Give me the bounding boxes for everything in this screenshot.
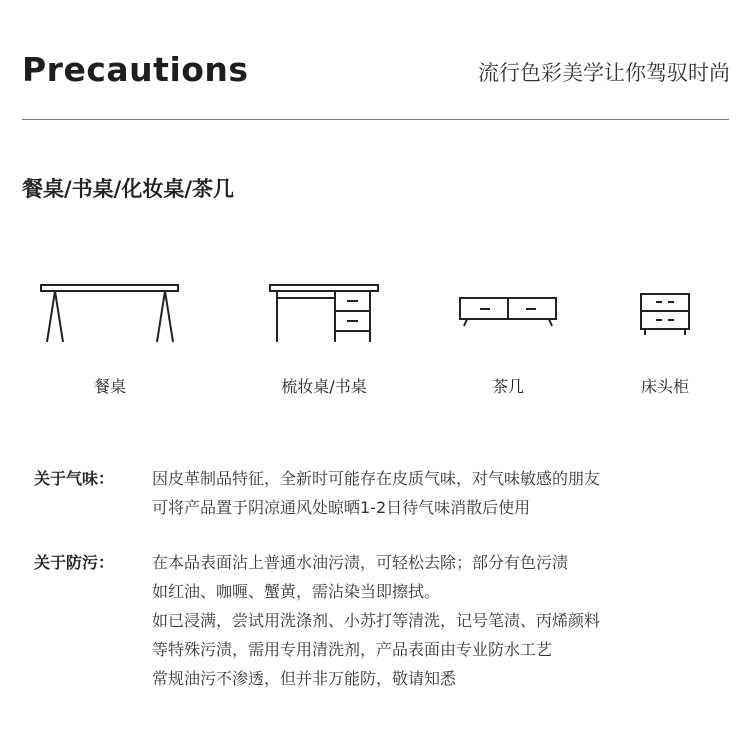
divider <box>22 119 729 120</box>
note-line: 可将产品置于阴凉通风处晾晒1-2日待气味消散后使用 <box>152 498 531 517</box>
slogan: 流行色彩美学让你驾驭时尚 <box>478 61 730 85</box>
note-key: 关于防污： <box>34 553 115 572</box>
tv-cabinet-icon <box>418 280 598 350</box>
note-line: 因皮革制品特征，全新时可能存在皮质气味，对气味敏感的朋友 <box>152 469 601 488</box>
section-subtitle: 餐桌/书桌/化妆桌/茶几 <box>22 177 235 201</box>
furniture-label: 茶几 <box>491 377 524 396</box>
note-line: 常规油污不渗透，但并非万能防，敬请知悉 <box>152 669 457 688</box>
furniture-item-dining-table <box>20 280 200 410</box>
furniture-label: 餐桌 <box>93 377 126 396</box>
note-body <box>152 464 732 522</box>
furniture-item-nightstand <box>575 280 750 410</box>
note-line: 在本品表面沾上普通水油污渍，可轻松去除；部分有色污渍 <box>152 553 569 572</box>
note-line: 等特殊污渍，需用专用清洗剂，产品表面由专业防水工艺 <box>152 640 553 659</box>
page-title: Precautions <box>22 50 249 89</box>
note-line: 如已浸满，尝试用洗涤剂、小苏打等清洗，记号笔渍、丙烯颜料 <box>152 611 601 630</box>
furniture-label: 床头柜 <box>640 377 689 396</box>
dining-table-icon <box>20 280 200 350</box>
furniture-item-desk <box>234 280 414 410</box>
note-body <box>152 548 732 693</box>
note-line: 如红油、咖喱、蟹黄，需沾染当即擦拭。 <box>152 582 441 601</box>
furniture-label: 梳妆桌/书桌 <box>281 377 367 396</box>
note-key: 关于气味： <box>34 469 115 488</box>
nightstand-icon <box>575 280 750 350</box>
desk-icon <box>234 280 414 350</box>
furniture-item-tv-cabinet <box>418 280 598 410</box>
